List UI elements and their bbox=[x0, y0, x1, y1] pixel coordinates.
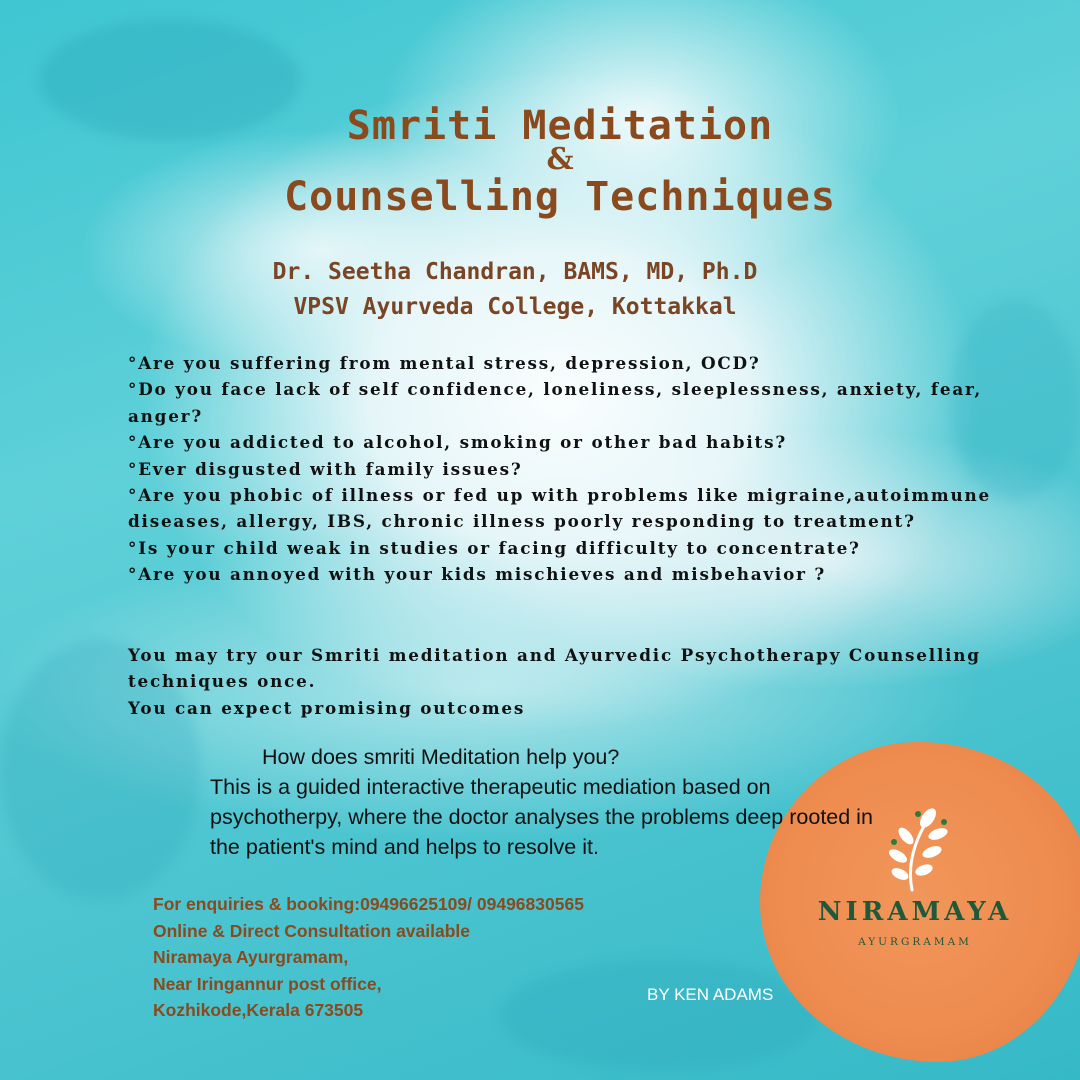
help-section bbox=[210, 742, 890, 862]
title-line-2: Counselling Techniques bbox=[284, 174, 836, 220]
question-item: °Are you suffering from mental stress, depression, OCD? bbox=[128, 353, 761, 373]
help-body: This is a guided interactive therapeutic mediation based on psychotherpy, where the doctor analyses the problems deep rooted in the patient's mind and helps to resolve it. bbox=[210, 775, 873, 859]
invitation-line: You may try our Smriti meditation and Ayurvedic Psychotherapy Counselling techniques once. bbox=[128, 645, 981, 692]
contact-line: Kozhikode,Kerala 673505 bbox=[153, 1000, 364, 1020]
question-item: °Are you annoyed with your kids mischieves and misbehavior ? bbox=[128, 564, 827, 585]
title-ampersand: & bbox=[546, 142, 574, 177]
invitation-line: You can expect promising outcomes bbox=[128, 697, 526, 718]
question-item: °Are you addicted to alcohol, smoking or other bad habits? bbox=[128, 432, 787, 453]
title-line-1: Smriti Meditation bbox=[346, 103, 774, 149]
contact-line: Near Iringannur post office, bbox=[153, 973, 382, 994]
contact-line: Niramaya Ayurgramam, bbox=[153, 947, 349, 967]
doctor-affiliation: VPSV Ayurveda College, Kottakkal bbox=[293, 294, 737, 320]
contact-line: Online & Direct Consultation available bbox=[153, 920, 471, 941]
contact-line: For enquiries & booking:09496625109/ 09496830565 bbox=[153, 894, 584, 914]
doctor-name: Dr. Seetha Chandran, BAMS, MD, Ph.D bbox=[272, 259, 758, 285]
invitation-text bbox=[128, 642, 1008, 721]
logo-name: NIRAMAYA bbox=[817, 897, 1013, 927]
question-item: °Are you phobic of illness or fed up with problems like migraine,autoimmune diseases, allergy, IBS, chronic illness poorly responding to treatment? bbox=[128, 485, 991, 532]
help-heading: How does smriti Meditation help you? bbox=[262, 745, 620, 769]
question-item: °Is your child weak in studies or facing difficulty to concentrate? bbox=[128, 537, 861, 558]
question-list bbox=[128, 350, 1008, 588]
question-item: °Ever disgusted with family issues? bbox=[128, 458, 523, 479]
question-item: °Do you face lack of self confidence, loneliness, sleeplessness, anxiety, fear, anger? bbox=[128, 379, 983, 426]
byline: BY KEN ADAMS bbox=[647, 985, 774, 1004]
logo-subtitle: AYURGRAMAM bbox=[858, 936, 972, 948]
